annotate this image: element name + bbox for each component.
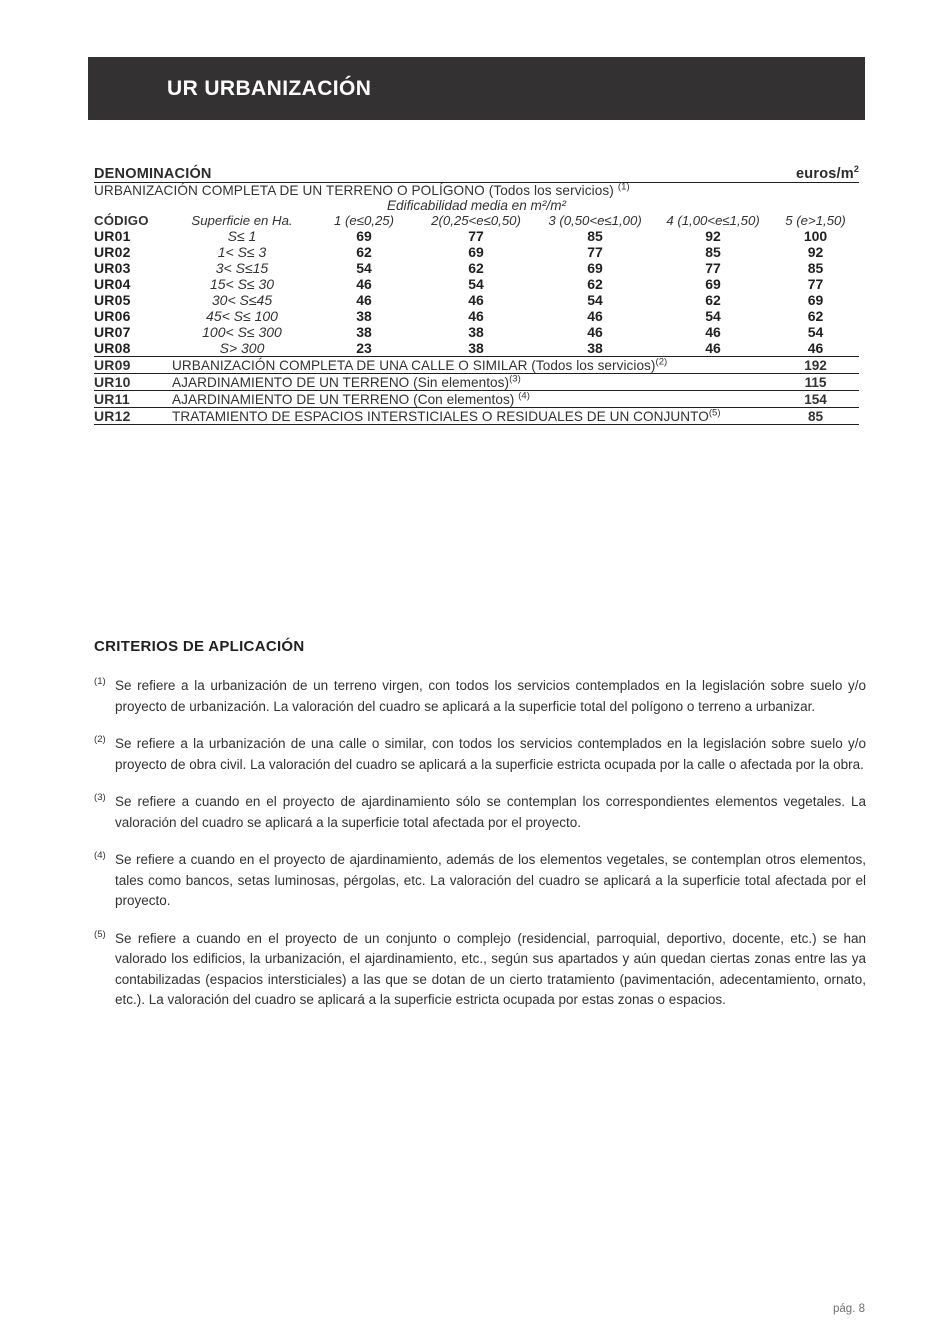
row-code: UR09	[94, 357, 131, 373]
table-row	[94, 340, 859, 357]
table-subcaption-row	[94, 198, 859, 213]
row-value: 115	[804, 375, 827, 390]
table-row	[94, 260, 859, 276]
row-code: UR04	[94, 276, 131, 292]
row-value-3: 77	[587, 244, 603, 260]
row-value-5: 46	[807, 340, 824, 356]
table-row	[94, 276, 859, 292]
row-surface: 30< S≤45	[211, 292, 273, 308]
row-code: UR11	[94, 391, 130, 407]
criteria-note-text: Se refiere a la urbanización de un terreno virgen, con todos los servicios contemplados en la legislación sobre suelo y/o proyecto de urbanización. La valoración del cuadro se aplicará a la superficie total del polígono o terreno a urbanizar.	[115, 678, 866, 714]
row-value-1: 38	[356, 308, 372, 324]
row-value-2: 38	[468, 324, 484, 340]
row-value-1: 69	[356, 228, 372, 244]
row-value-4: 77	[705, 260, 721, 276]
row-value-5: 77	[807, 276, 824, 292]
row-code: UR05	[94, 292, 131, 308]
row-code: UR03	[94, 260, 131, 276]
table-row	[94, 244, 859, 260]
criteria-note	[94, 850, 866, 912]
row-value-1: 46	[356, 292, 372, 308]
row-value-4: 54	[705, 308, 721, 324]
row-value-2: 62	[468, 260, 484, 276]
row-value-4: 85	[705, 244, 721, 260]
criteria-note	[94, 929, 866, 1011]
criteria-note-text: Se refiere a cuando en el proyecto de ajardinamiento, además de los elementos vegetales, se contemplan otros elementos, tales como bancos, setas luminosas, pérgolas, etc. La valoración del cuadro se aplicará a la superficie total afectada por el proyecto.	[115, 852, 866, 909]
row-value-3: 46	[587, 324, 603, 340]
row-value-1: 23	[356, 340, 372, 356]
row-value-2: 54	[468, 276, 484, 292]
row-value-5: 62	[807, 308, 824, 324]
criteria-section	[94, 638, 866, 1028]
table-caption-text: URBANIZACIÓN COMPLETA DE UN TERRENO O POLÍGONO (Todos los servicios)	[94, 183, 618, 198]
row-value-4: 62	[705, 292, 721, 308]
row-value-5: 85	[807, 260, 824, 276]
row-description-marker: (2)	[655, 356, 668, 368]
row-value-3: 46	[587, 308, 603, 324]
row-value-1: 38	[356, 324, 372, 340]
row-value-2: 38	[468, 340, 484, 356]
page-footer: pág. 8	[833, 1303, 865, 1315]
header-euros-text: euros/m	[796, 166, 854, 182]
row-value-5: 92	[807, 244, 824, 260]
row-description-text: TRATAMIENTO DE ESPACIOS INTERSTICIALES O RESIDUALES DE UN CONJUNTO	[172, 409, 709, 424]
row-code: UR07	[94, 324, 131, 340]
row-surface: S> 300	[219, 340, 265, 356]
criteria-note-marker: (4)	[94, 850, 106, 862]
criteria-note-marker: (5)	[94, 928, 106, 940]
table-row	[94, 357, 859, 374]
row-value-5: 100	[803, 228, 828, 244]
criteria-note-marker: (1)	[94, 676, 106, 687]
row-code: UR06	[94, 308, 131, 324]
criteria-note-text: Se refiere a cuando en el proyecto de un conjunto o complejo (residencial, parroquial, deportivo, docente, etc.) se han valorado los edificios, la urbanización, el ajardinamiento, etc., según sus apartados y aún quedan ciertas zonas entre las ya contabilizadas (espacios intersticiales) a las que se dotan de un cierto tratamiento (pavimentación, adecentamiento, ornato, etc.). La valoración del cuadro se aplicará a la superficie estricta ocupada por estas zonas o espacios.	[115, 930, 866, 1008]
row-value-2: 77	[468, 228, 484, 244]
column-header-value-2: 2(0,25<e≤0,50)	[431, 213, 521, 228]
table-row	[94, 308, 859, 324]
row-value-4: 69	[705, 276, 721, 292]
row-value-3: 54	[587, 292, 603, 308]
row-value-3: 69	[587, 260, 603, 276]
criteria-title: CRITERIOS DE APLICACIÓN	[94, 638, 305, 655]
criteria-note-text: Se refiere a cuando en el proyecto de ajardinamiento sólo se contemplan los correspondientes elementos vegetales. La valoración del cuadro se aplicará a la superficie total afectada por el proyecto.	[115, 794, 866, 830]
row-value: 192	[804, 358, 827, 373]
row-surface: 15< S≤ 30	[209, 276, 275, 292]
row-description-marker: (3)	[509, 373, 521, 385]
row-value: 154	[804, 392, 827, 407]
table-row	[94, 391, 859, 408]
row-value-1: 62	[356, 244, 372, 260]
table-row	[94, 324, 859, 340]
row-value-2: 69	[468, 244, 484, 260]
row-description-marker: (4)	[518, 390, 530, 402]
row-surface: 45< S≤ 100	[206, 308, 278, 324]
criteria-note-marker: (2)	[94, 734, 106, 746]
row-surface: 1< S≤ 3	[217, 244, 267, 260]
header-euros-exponent: 2	[853, 164, 860, 175]
row-description-marker: (5)	[708, 407, 721, 419]
table-row	[94, 228, 859, 244]
column-header-superficie: Superficie en Ha.	[191, 213, 293, 228]
row-surface: 100< S≤ 300	[202, 324, 282, 340]
column-header-value-5: 5 (e>1,50)	[785, 213, 846, 228]
row-description	[172, 391, 772, 408]
table-row	[94, 408, 859, 425]
row-value-4: 46	[705, 324, 721, 340]
row-description	[172, 374, 772, 391]
row-code: UR12	[94, 408, 131, 424]
column-header-codigo: CÓDIGO	[94, 213, 149, 228]
table-caption-marker: (1)	[617, 181, 630, 193]
page-title: UR URBANIZACIÓN	[167, 76, 372, 100]
table-column-header-row	[94, 213, 859, 228]
row-description-text: AJARDINAMIENTO DE UN TERRENO (Con elementos)	[172, 392, 519, 407]
price-table	[94, 166, 859, 425]
row-code: UR08	[94, 340, 131, 356]
header-euros	[416, 166, 859, 183]
column-header-value-3: 3 (0,50<e≤1,00)	[548, 213, 642, 228]
column-header-value-4: 4 (1,00<e≤1,50)	[666, 213, 760, 228]
criteria-note-text: Se refiere a la urbanización de una calle o similar, con todos los servicios contemplados en la legislación sobre suelo y/o proyecto de obra civil. La valoración del cuadro se aplicará a la superficie estricta ocupada por la calle o afectada por la obra.	[115, 736, 866, 772]
row-value-4: 46	[705, 340, 721, 356]
row-value-1: 46	[356, 276, 372, 292]
row-value-3: 38	[587, 340, 603, 356]
row-value-5: 69	[807, 292, 824, 308]
table-subcaption: Edificabilidad media en m²/m²	[386, 198, 567, 213]
table-header-row	[94, 166, 859, 183]
table-row	[94, 374, 859, 391]
row-code: UR10	[94, 374, 131, 390]
row-value-3: 85	[587, 228, 603, 244]
column-header-value-1: 1 (e≤0,25)	[334, 213, 395, 228]
row-value-4: 92	[705, 228, 721, 244]
header-denominacion: DENOMINACIÓN	[94, 166, 212, 182]
row-description-text: URBANIZACIÓN COMPLETA DE UNA CALLE O SIMILAR (Todos los servicios)	[172, 358, 656, 373]
table-caption-row	[94, 183, 859, 199]
row-value-3: 62	[587, 276, 603, 292]
row-value-2: 46	[468, 308, 484, 324]
row-description	[172, 357, 772, 374]
row-surface: 3< S≤15	[215, 260, 269, 276]
row-description	[172, 408, 772, 425]
price-table-container	[94, 166, 859, 425]
row-value-1: 54	[356, 260, 372, 276]
table-caption	[94, 183, 859, 199]
criteria-note	[94, 792, 866, 833]
row-code: UR02	[94, 244, 131, 260]
criteria-note	[94, 734, 866, 775]
row-description-text: AJARDINAMIENTO DE UN TERRENO (Sin elementos)	[172, 375, 510, 390]
criteria-note-marker: (3)	[94, 792, 106, 804]
row-surface: S≤ 1	[227, 228, 257, 244]
row-value-5: 54	[807, 324, 824, 340]
section-banner	[88, 57, 865, 120]
row-code: UR01	[94, 228, 131, 244]
criteria-note	[94, 676, 866, 717]
row-value-2: 46	[468, 292, 484, 308]
table-row	[94, 292, 859, 308]
row-value: 85	[807, 409, 824, 424]
